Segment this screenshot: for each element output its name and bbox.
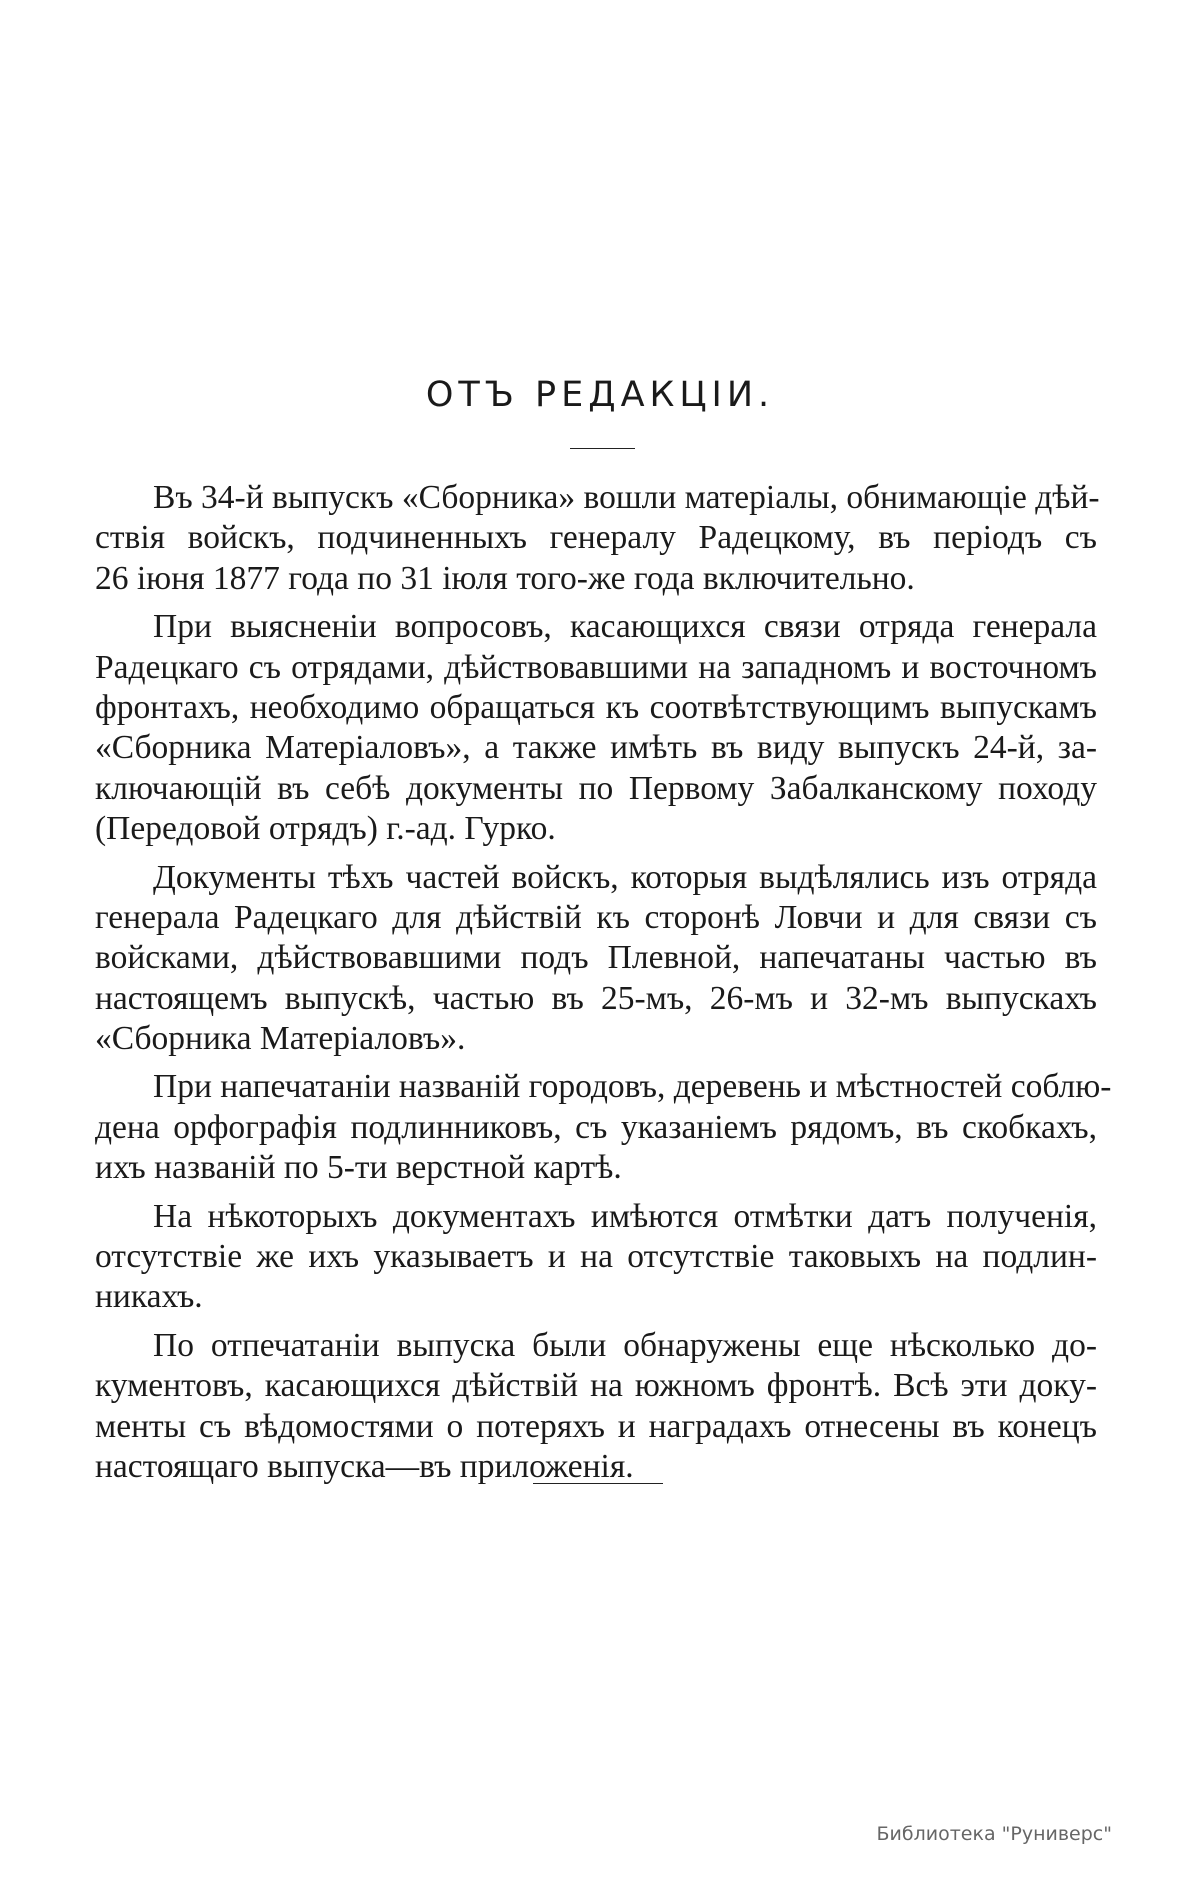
- paragraph: [95, 1326, 1097, 1488]
- text-line: фронтахъ, необходимо обращаться къ соотвѣтствующимъ выпускамъ: [95, 688, 1097, 726]
- text-line: ихъ названій по 5-ти верстной картѣ.: [95, 1149, 622, 1187]
- text-line: настоящаго выпуска—въ приложенія.: [95, 1447, 634, 1485]
- text-line: «Сборника Матеріаловъ».: [95, 1020, 466, 1058]
- text-line: ключающій въ себѣ документы по Первому Забалканскому походу: [95, 769, 1097, 807]
- text-line: При выясненіи вопросовъ, касающихся связи отряда генерала: [153, 608, 1097, 646]
- text-line: При напечатаніи названій городовъ, деревень и мѣстностей соблю-: [153, 1068, 1112, 1106]
- text-line: ствія войскъ, подчиненныхъ генералу Радецкому, въ періодъ съ: [95, 519, 1097, 557]
- text-line: (Передовой отрядъ) г.-ад. Гурко.: [95, 810, 556, 848]
- text-line: никахъ.: [95, 1278, 203, 1316]
- text-line: настоящемъ выпускѣ, частью въ 25-мъ, 26-мъ и 32-мъ выпускахъ: [95, 979, 1097, 1017]
- text-line: дена орфографія подлинниковъ, съ указаніемъ рядомъ, въ скобкахъ,: [95, 1108, 1097, 1146]
- heading-divider: [570, 448, 635, 449]
- text-line: Радецкаго съ отрядами, дѣйствовавшими на западномъ и восточномъ: [95, 648, 1097, 686]
- text-line: Документы тѣхъ частей войскъ, которыя выдѣлялись изъ отряда: [153, 858, 1097, 896]
- text-line: генерала Радецкаго для дѣйствій къ сторонѣ Ловчи и для связи съ: [95, 898, 1097, 936]
- text-line: кументовъ, касающихся дѣйствій на южномъ фронтѣ. Всѣ эти доку-: [95, 1367, 1097, 1405]
- paragraph: [95, 478, 1100, 599]
- text-line: 26 іюня 1877 года по 31 іюля того-же года включительно.: [95, 559, 915, 597]
- text-line: отсутствіе же ихъ указываетъ и на отсутствіе таковыхъ на подлин-: [95, 1238, 1097, 1276]
- paragraph: [95, 607, 1097, 849]
- page-heading: ОТЪ РЕДАКЦІИ.: [425, 375, 775, 415]
- text-line: По отпечатаніи выпуска были обнаружены еще нѣсколько до-: [153, 1326, 1097, 1364]
- paragraph: [95, 1197, 1097, 1318]
- paragraph: [95, 858, 1097, 1060]
- text-line: войсками, дѣйствовавшими подъ Плевной, напечатаны частью въ: [95, 939, 1097, 977]
- end-divider: [533, 1483, 663, 1484]
- text-line: Въ 34-й выпускъ «Сборника» вошли матеріалы, обнимающіе дѣй-: [153, 479, 1100, 516]
- paragraph: [95, 1067, 1112, 1188]
- body-text: [95, 478, 1112, 1495]
- library-watermark: Библиотека "Руниверс": [876, 1823, 1112, 1845]
- text-line: На нѣкоторыхъ документахъ имѣются отмѣтки датъ полученія,: [153, 1197, 1097, 1235]
- text-line: менты съ вѣдомостями о потеряхъ и наградахъ отнесены въ конецъ: [95, 1407, 1097, 1445]
- text-line: «Сборника Матеріаловъ», а также имѣть въ виду выпускъ 24-й, за-: [95, 729, 1097, 767]
